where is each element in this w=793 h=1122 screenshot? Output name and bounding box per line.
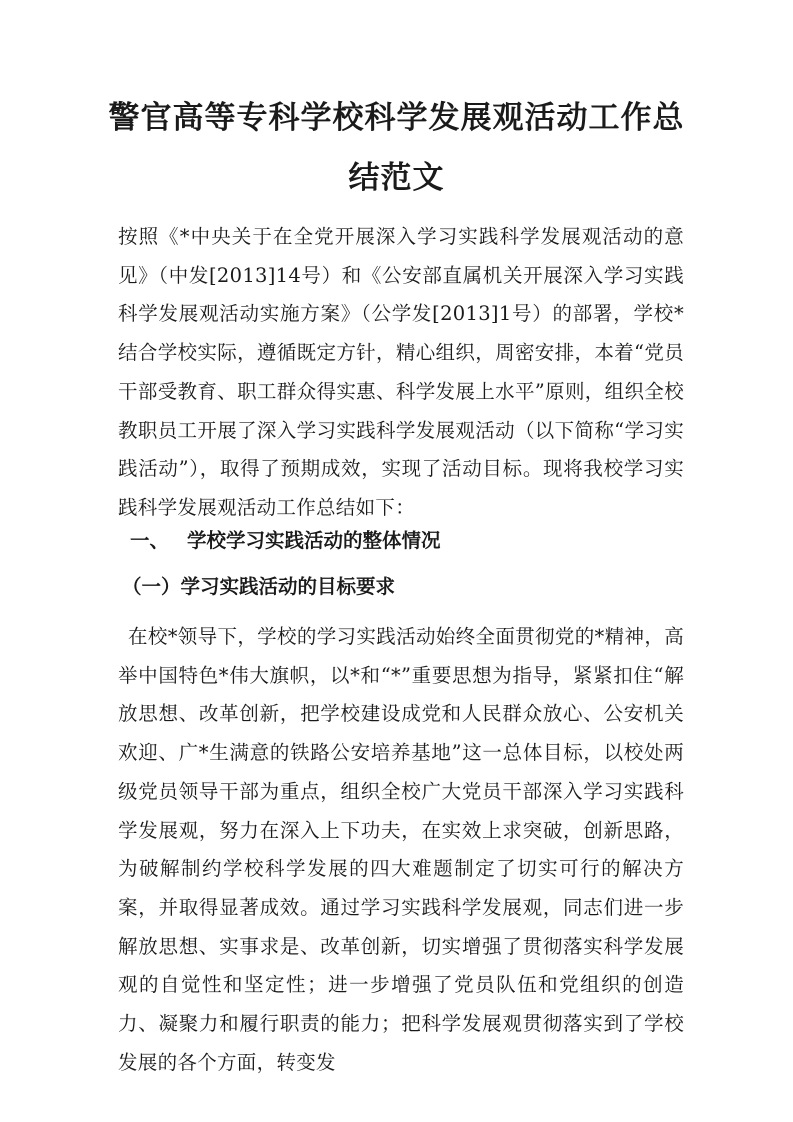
- document-title-line2: 结范文: [348, 160, 445, 196]
- section-title: 学校学习实践活动的整体情况: [187, 529, 441, 552]
- document-title-line1: 警官高等专科学校科学发展观活动工作总: [108, 100, 685, 136]
- section-number: 一、: [130, 529, 170, 552]
- subsection-heading: （一）学习实践活动的目标要求: [122, 575, 396, 598]
- intro-paragraph: 按照《*中央关于在全党开展深入学习实践科学发展观活动的意见》（中发[2013]14号）和《公安部直属机关开展深入学习实践科学发展观活动实施方案》（公学发[2013]1号）的部署，学校*结合学校实际，遵循既定方针，精心组织，周密安排，本着“党员干部受教育、职工群众得实惠、科学发展上水平”原则，组织全校教职员工开展了深入学习实践科学发展观活动（以下简称“学习实践活动”），取得了预期成效，实现了活动目标。现将我校学习实践科学发展观活动工作总结如下：: [118, 225, 684, 519]
- body-paragraph: 在校*领导下，学校的学习实践活动始终全面贯彻党的*精神，高举中国特色*伟大旗帜，以*和“*”重要思想为指导，紧紧扣住“解放思想、改革创新，把学校建设成党和人民群众放心、公安机关欢迎、广*生满意的铁路公安培养基地”这一总体目标，以校处两级党员领导干部为重点，组织全校广大党员干部深入学习实践科学发展观，努力在深入上下功夫，在实效上求突破，创新思路，为破解制约学校科学发展的四大难题制定了切实可行的解决方案，并取得显著成效。通过学习实践科学发展观，同志们进一步解放思想、实事求是、改革创新，切实增强了贯彻落实科学发展观的自觉性和坚定性；进一步增强了党员队伍和党组织的创造力、凝聚力和履行职责的能力；把科学发展观贯彻落实到了学校发展的各个方面，转变发: [118, 625, 684, 1074]
- section-heading: [130, 522, 441, 560]
